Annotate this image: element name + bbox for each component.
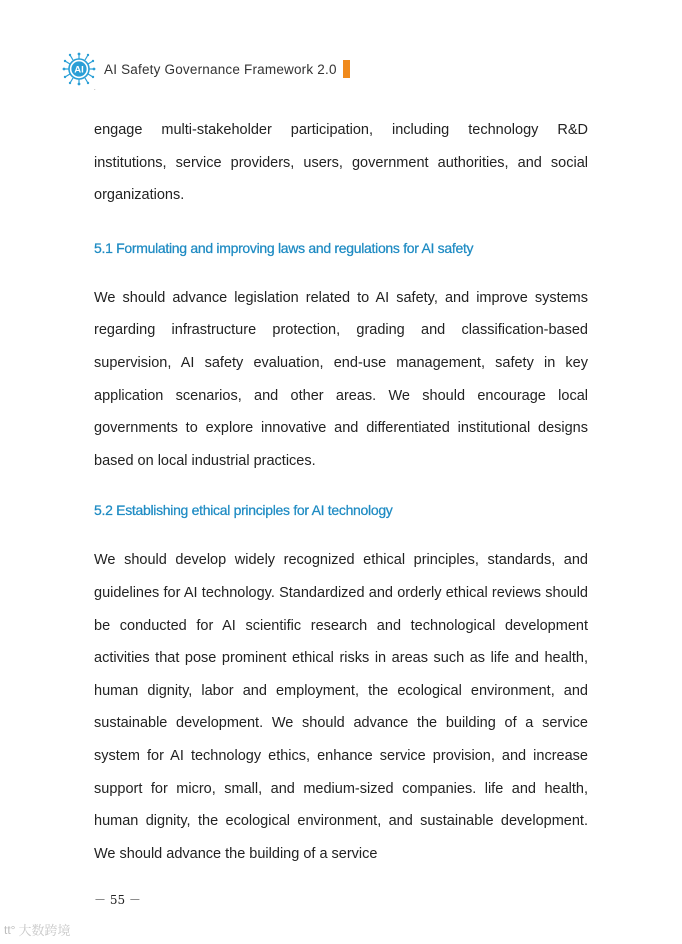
document-title: AI Safety Governance Framework 2.0	[104, 61, 337, 77]
watermark-text: 大数跨境	[18, 923, 71, 938]
accent-marker	[343, 60, 350, 78]
logo-text: AI	[74, 64, 84, 76]
ai-chip-logo-icon	[62, 52, 96, 86]
page-header	[62, 52, 350, 86]
section-heading-5-2: 5.2 Establishing ethical principles for AI technology	[94, 502, 393, 519]
watermark	[4, 920, 70, 939]
header-dot: .	[94, 86, 96, 92]
page-content	[94, 114, 588, 870]
section-heading-5-1: 5.1 Formulating and improving laws and regulations for AI safety	[94, 239, 474, 256]
watermark-logo-icon: tt°	[4, 922, 16, 937]
paragraph-laws-regulations: We should advance legislation related to AI safety, and improve systems regarding infrastructure protection, grading and classification-based supervision, AI safety evaluation, end-use management, safety in key application scenarios, and other areas. We should encourage local governments to explore innovative and differentiated institutional designs based on local industrial practices.	[94, 289, 588, 469]
page-number: － 55 －	[94, 893, 141, 907]
paragraph-ethical-principles: We should develop widely recognized ethical principles, standards, and guidelines for AI technology. Standardized and orderly ethical reviews should be conducted for AI scientific research and technological development activities that pose prominent ethical risks in areas such as life and health, human dignity, labor and employment, the ecological environment, and sustainable development. We should advance the building of a service system for AI technology ethics, enhance service provision, and increase support for micro, small, and medium-sized companies. life and health, human dignity, the ecological environment, and sustainable development. We should advance the building of a service	[94, 552, 588, 862]
paragraph-intro-continued: engage multi-stakeholder participation, including technology R&D institutions, service providers, users, government authorities, and social organizations.	[94, 122, 588, 204]
